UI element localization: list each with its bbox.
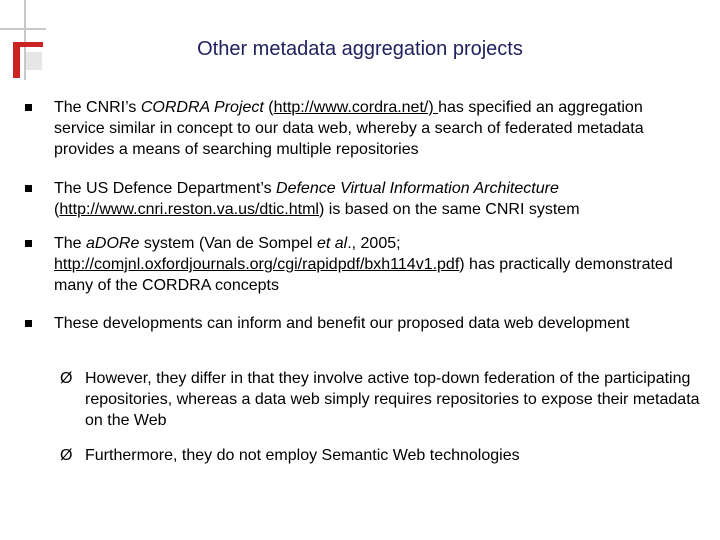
square-bullet-icon <box>25 320 32 327</box>
sub-bullet-text: However, they differ in that they involve active top-down federation of the participating repositories, whereas a data web simply requires repositories to expose their metadata on the Web <box>85 370 700 429</box>
bullet-text-part: The CNRI’s <box>54 99 141 116</box>
bullet-text: These developments can inform and benefit our proposed data web development <box>54 315 630 332</box>
project-name: aDORe <box>86 235 140 252</box>
citation-italic: et al <box>316 235 348 252</box>
corner-horizontal-gray-line <box>0 28 46 30</box>
arrow-bullet-icon: Ø <box>60 447 73 464</box>
bullet-text <box>54 233 694 296</box>
bullet-text-part: has specified an aggregation service similar in concept to our data web, whereby a search of federated metadata provides a means of searching multiple repositories <box>54 99 644 158</box>
bullet-text-part: ) has practically demonstrated many of the CORDRA concepts <box>54 256 673 294</box>
bullet-text-part: The <box>54 235 87 252</box>
bullet-text-part: ., 2005; <box>347 235 401 252</box>
dtic-link[interactable]: http://www.cnri.reston.va.us/dtic.html <box>59 201 319 218</box>
sub-bullet-text: Furthermore, they do not employ Semantic Web technologies <box>85 447 520 464</box>
project-name: Defence Virtual Information Architecture <box>276 180 559 197</box>
square-bullet-icon <box>25 185 32 192</box>
bullet-text-part: ( <box>54 201 60 218</box>
oxford-journals-link[interactable]: http://comjnl.oxfordjournals.org/cgi/rapidpdf/bxh114v1.pdf <box>54 256 460 273</box>
arrow-bullet-icon: Ø <box>60 370 73 387</box>
bullet-text-part: ) is based on the same CNRI system <box>318 201 580 218</box>
cordra-link[interactable]: http://www.cordra.net/) <box>273 99 439 116</box>
bullet-text-part: system (Van de Sompel <box>139 235 317 252</box>
bullet-text <box>54 97 694 160</box>
square-bullet-icon <box>25 104 32 111</box>
bullet-text <box>54 178 694 220</box>
slide-title: Other metadata aggregation projects <box>197 38 523 60</box>
project-name: CORDRA Project <box>140 99 264 116</box>
bullet-text-part: The US Defence Department’s <box>54 180 277 197</box>
bullet-text-part: ( <box>263 99 274 116</box>
square-bullet-icon <box>25 240 32 247</box>
